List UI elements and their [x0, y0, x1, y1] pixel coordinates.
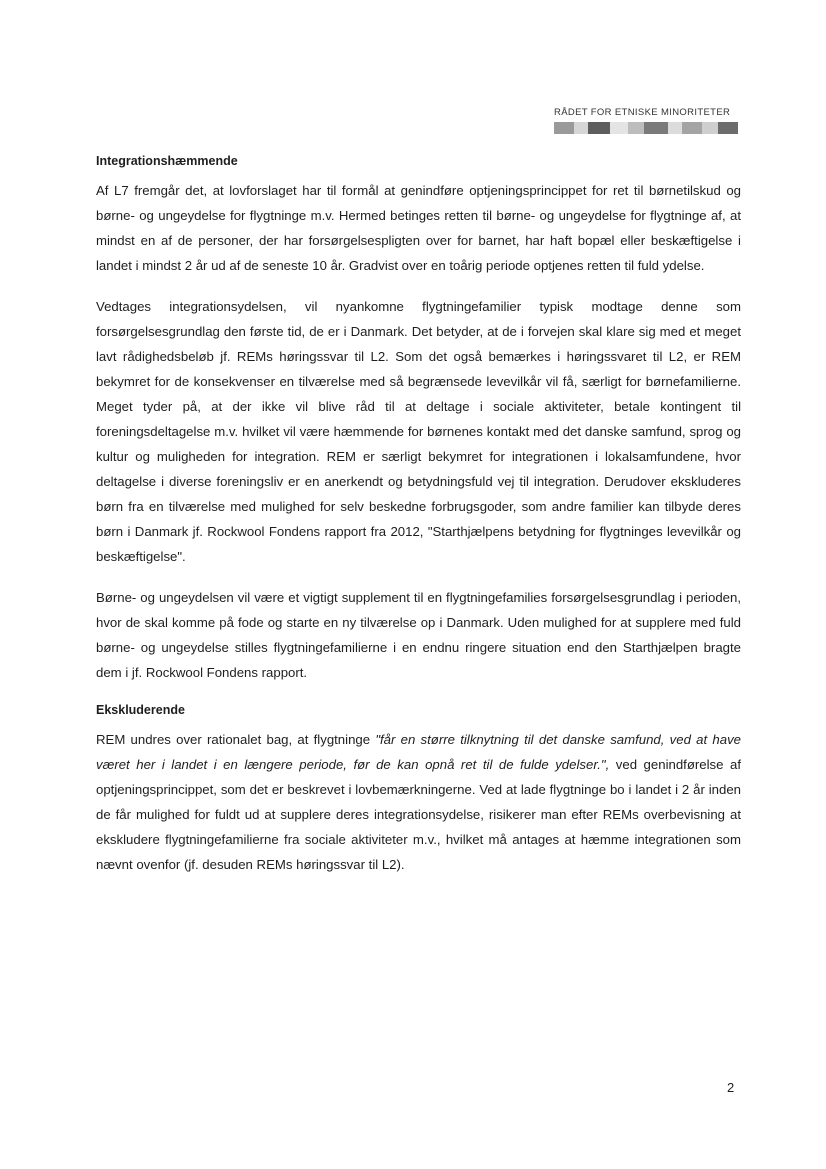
paragraph: Børne- og ungeydelsen vil være et vigtigt supplement til en flygtningefamilies forsørgelsesgrundlag i perioden, hvor de skal komme på fode og starte en ny tilværelse op i Danmark. Uden mulighed for at supplere med fuld børne- og ungeydelse stilles flygtningefamilierne i en endnu ringere situation end den Starthjælpen bragte dem i jf. Rockwool Fondens rapport.	[96, 590, 741, 680]
logo-segment	[644, 122, 668, 134]
page-number: 2	[727, 1080, 735, 1095]
logo-segment	[574, 122, 588, 134]
logo-segment	[668, 122, 682, 134]
logo-segment	[702, 122, 718, 134]
logo-segment	[682, 122, 702, 134]
logo-segment	[628, 122, 644, 134]
logo-segment	[610, 122, 628, 134]
logo-segment	[554, 122, 574, 134]
paragraph: Af L7 fremgår det, at lovforslaget har til formål at genindføre optjeningsprincippet for ret til børnetilskud og børne- og ungeydelse for flygtninge m.v. Hermed betinges retten til børne- og ungeydelse for flygtninge af, at mindst en af de personer, der har forsørgelsespligten over for barnet, har haft bopæl eller beskæftigelse i landet i mindst 2 år ud af de seneste 10 år. Gradvist over en toårig periode optjenes retten til fuld ydelse.	[96, 183, 741, 273]
logo-segment	[588, 122, 610, 134]
logo-segment	[718, 122, 738, 134]
logo-color-bar	[554, 122, 738, 134]
paragraph: Vedtages integrationsydelsen, vil nyankomne flygtningefamilier typisk modtage denne som forsørgelsesgrundlag den første tid, de er i Danmark. Det betyder, at de i forvejen skal klare sig med et meget lavt rådighedsbeløb jf. REMs høringssvar til L2. Som det også bemærkes i høringssvaret til L2, er REM bekymret for de konsekvenser en tilværelse med så begrænsede levevilkår vil få, særligt for børnefamilierne. Meget tyder på, at der ikke vil blive råd til at deltage i sociale aktiviteter, betale kontingent til foreningsdeltagelse m.v. hvilket vil være hæmmende for børnenes kontakt med det danske samfund, sprog og kultur og muligheden for integration. REM er særligt bekymret for integrationen i lokalsamfundene, hvor deltagelse i diverse foreningsliv er en anerkendt og betydningsfuld vej til integration. Derudover ekskluderes børn fra en tilværelse med mulighed for selv beskedne forbrugsgoder, som andre familier kan tilbyde deres børn i Danmark jf. Rockwool Fondens rapport fra 2012, "Starthjælpens betydning for flygtninges levevilkår og beskæftigelse".	[96, 299, 741, 564]
section-heading-integrationshaemmende: Integrationshæmmende	[96, 154, 238, 168]
organization-name: RÅDET FOR ETNISKE MINORITETER	[554, 107, 731, 118]
quoted-text: "får en større tilknytning til det danske samfund, ved at have været her i landet i en længere periode, før de kan opnå ret til de fulde ydelser.",	[96, 732, 742, 772]
organization-logo	[554, 107, 740, 134]
document-body	[96, 152, 741, 893]
section-heading-ekskluderende: Ekskluderende	[96, 703, 185, 717]
paragraph-text: ved genindførelse af optjeningsprincippet, som det er beskrevet i lovbemærkningerne. Ved at lade flygtninge bo i landet i 2 år inden de får mulighed for fuldt ud at supplere deres integrationsydelse, risikerer man efter REMs overbevisning at ekskludere flygtningefamilierne fra sociale aktiviteter m.v., hvilket må antages at hæmme integrationen som nævnt ovenfor (jf. desuden REMs høringssvar til L2).	[96, 757, 741, 872]
paragraph-text: REM undres over rationalet bag, at flygtninge	[96, 732, 376, 747]
paragraph	[96, 727, 741, 877]
